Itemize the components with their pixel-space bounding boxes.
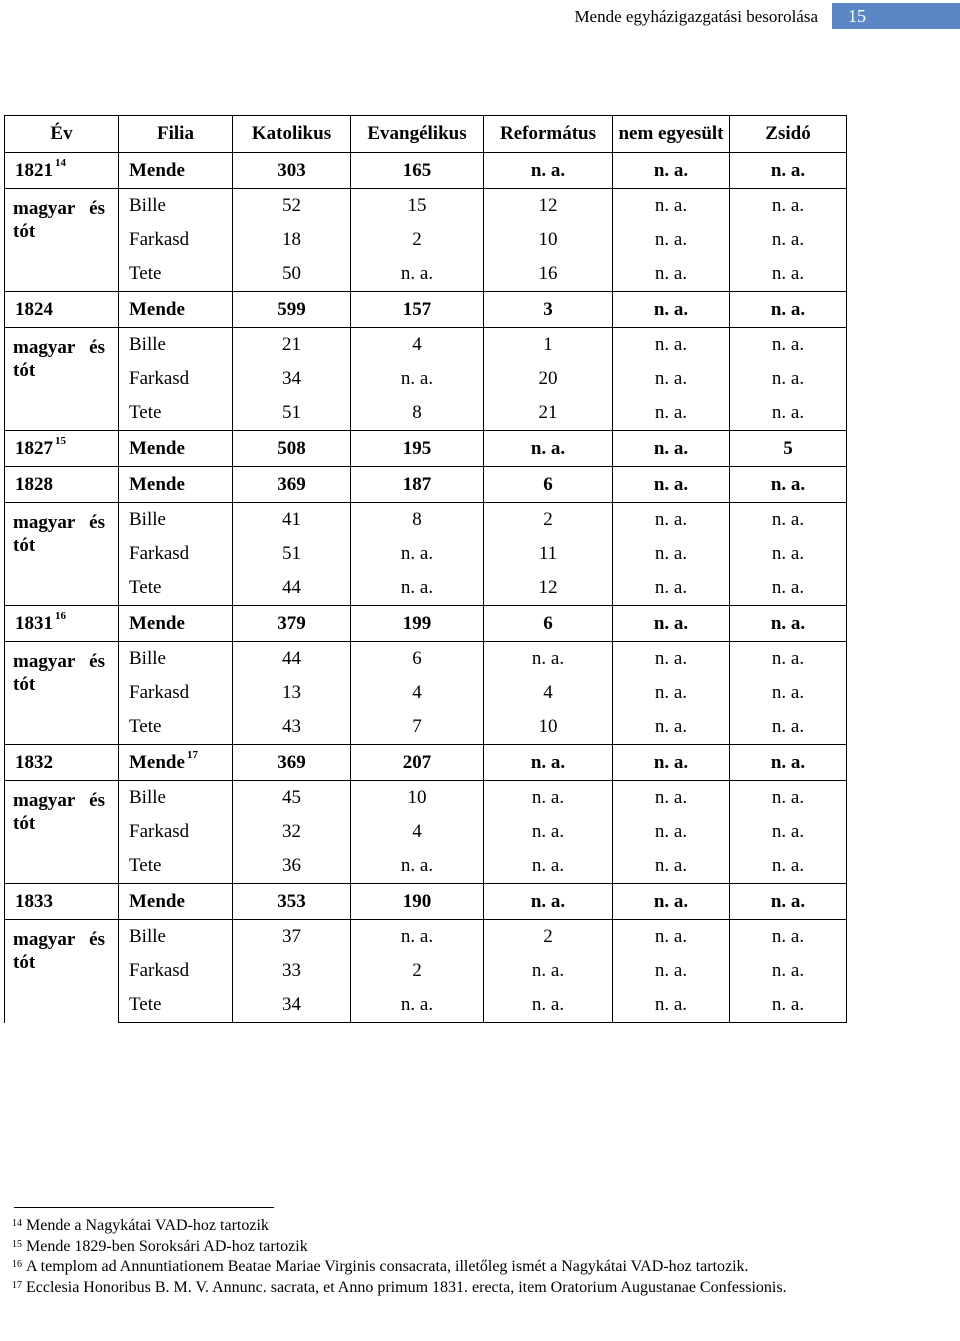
count-cell: 20 bbox=[484, 362, 613, 396]
count-cell: 52 bbox=[233, 189, 351, 224]
count-cell: 2 bbox=[351, 954, 484, 988]
group-label-cell bbox=[5, 189, 119, 292]
settlement-cell bbox=[119, 884, 233, 920]
count-cell: 4 bbox=[484, 676, 613, 710]
count-cell: n. a. bbox=[730, 745, 847, 781]
count-cell: n. a. bbox=[484, 431, 613, 467]
count-cell: n. a. bbox=[730, 884, 847, 920]
count-cell: n. a. bbox=[613, 884, 730, 920]
count-cell: n. a. bbox=[730, 292, 847, 328]
filia-name: Tete bbox=[119, 257, 233, 292]
group-label: tót bbox=[13, 221, 36, 242]
count-cell: 33 bbox=[233, 954, 351, 988]
count-cell: n. a. bbox=[613, 745, 730, 781]
group-label-cell bbox=[5, 920, 119, 1023]
year-cell bbox=[5, 606, 119, 642]
column-header: Református bbox=[484, 116, 613, 153]
footnote-text: Ecclesia Honoribus B. M. V. Annunc. sacrata, et Anno primum 1831. erecta, item Oratorium Augustanae Confessionis. bbox=[26, 1278, 787, 1296]
count-cell: 43 bbox=[233, 710, 351, 745]
settlement-cell bbox=[119, 467, 233, 503]
column-header: nem egyesült bbox=[613, 116, 730, 153]
count-cell: n. a. bbox=[730, 781, 847, 816]
count-cell: n. a. bbox=[730, 328, 847, 363]
filia-name: Tete bbox=[119, 988, 233, 1023]
year-cell bbox=[5, 884, 119, 920]
count-cell: n. a. bbox=[351, 988, 484, 1023]
group-label-cell bbox=[5, 781, 119, 884]
count-cell: n. a. bbox=[351, 537, 484, 571]
count-cell: n. a. bbox=[613, 153, 730, 189]
count-cell: n. a. bbox=[613, 920, 730, 955]
census-table-body bbox=[5, 116, 847, 1023]
footnote-text: Mende a Nagykátai VAD-hoz tartozik bbox=[26, 1217, 269, 1234]
count-cell: 45 bbox=[233, 781, 351, 816]
running-title: Mende egyházigazgatási besorolása bbox=[574, 7, 818, 26]
filia-name: Farkasd bbox=[119, 815, 233, 849]
count-cell: n. a. bbox=[351, 571, 484, 606]
settlement-name: Mende bbox=[129, 751, 185, 773]
count-cell: n. a. bbox=[613, 537, 730, 571]
year-row bbox=[5, 153, 847, 189]
group-label: tót bbox=[13, 813, 36, 834]
page-header bbox=[0, 0, 960, 30]
count-cell: n. a. bbox=[730, 153, 847, 189]
count-cell: 190 bbox=[351, 884, 484, 920]
count-cell: n. a. bbox=[730, 954, 847, 988]
count-cell: 6 bbox=[484, 606, 613, 642]
group-label: tót bbox=[13, 952, 36, 973]
count-cell: n. a. bbox=[730, 710, 847, 745]
filia-name: Bille bbox=[119, 503, 233, 538]
footnote-ref: 15 bbox=[55, 434, 66, 447]
filia-row bbox=[5, 189, 847, 224]
count-cell: n. a. bbox=[351, 257, 484, 292]
settlement-name: Mende bbox=[129, 890, 185, 912]
count-cell: n. a. bbox=[730, 988, 847, 1023]
settlement-cell bbox=[119, 606, 233, 642]
footnote-number: 14 bbox=[12, 1218, 22, 1229]
year-label: 1831 bbox=[15, 612, 53, 634]
footnote-number: 16 bbox=[12, 1259, 22, 1270]
count-cell: 15 bbox=[351, 189, 484, 224]
count-cell: 10 bbox=[484, 223, 613, 257]
count-cell: 21 bbox=[484, 396, 613, 431]
filia-name: Bille bbox=[119, 781, 233, 816]
settlement-cell bbox=[119, 292, 233, 328]
count-cell: n. a. bbox=[730, 362, 847, 396]
count-cell: 21 bbox=[233, 328, 351, 363]
count-cell: 7 bbox=[351, 710, 484, 745]
group-label: magyar és bbox=[13, 198, 105, 219]
count-cell: 13 bbox=[233, 676, 351, 710]
group-label-cell bbox=[5, 642, 119, 745]
filia-row bbox=[5, 328, 847, 363]
count-cell: n. a. bbox=[484, 745, 613, 781]
count-cell: 369 bbox=[233, 467, 351, 503]
filia-row bbox=[5, 849, 847, 884]
count-cell: n. a. bbox=[613, 954, 730, 988]
year-label: 1824 bbox=[15, 298, 53, 320]
count-cell: n. a. bbox=[613, 606, 730, 642]
column-header: Katolikus bbox=[233, 116, 351, 153]
year-cell bbox=[5, 467, 119, 503]
filia-row bbox=[5, 954, 847, 988]
count-cell: 6 bbox=[351, 642, 484, 677]
filia-row bbox=[5, 988, 847, 1023]
count-cell: 2 bbox=[484, 920, 613, 955]
footnote-text: Mende 1829-ben Soroksári AD-hoz tartozik bbox=[26, 1237, 308, 1255]
count-cell: n. a. bbox=[613, 189, 730, 224]
count-cell: 18 bbox=[233, 223, 351, 257]
filia-name: Farkasd bbox=[119, 954, 233, 988]
filia-name: Bille bbox=[119, 920, 233, 955]
count-cell: n. a. bbox=[613, 257, 730, 292]
count-cell: n. a. bbox=[730, 503, 847, 538]
footnote-ref: 17 bbox=[186, 748, 198, 761]
count-cell: 4 bbox=[351, 815, 484, 849]
count-cell: n. a. bbox=[730, 849, 847, 884]
group-label: magyar és bbox=[13, 651, 105, 672]
filia-name: Farkasd bbox=[119, 362, 233, 396]
filia-name: Farkasd bbox=[119, 223, 233, 257]
count-cell: 508 bbox=[233, 431, 351, 467]
count-cell: n. a. bbox=[351, 920, 484, 955]
column-header: Zsidó bbox=[730, 116, 847, 153]
table-header-row bbox=[5, 116, 847, 153]
group-label: magyar és bbox=[13, 512, 105, 533]
filia-row bbox=[5, 571, 847, 606]
year-row bbox=[5, 292, 847, 328]
filia-name: Tete bbox=[119, 710, 233, 745]
count-cell: n. a. bbox=[730, 257, 847, 292]
column-header: Evangélikus bbox=[351, 116, 484, 153]
settlement-cell bbox=[119, 431, 233, 467]
year-row bbox=[5, 606, 847, 642]
count-cell: n. a. bbox=[484, 954, 613, 988]
count-cell: n. a. bbox=[613, 223, 730, 257]
year-cell bbox=[5, 745, 119, 781]
count-cell: n. a. bbox=[613, 988, 730, 1023]
count-cell: 2 bbox=[484, 503, 613, 538]
count-cell: n. a. bbox=[613, 781, 730, 816]
filia-name: Farkasd bbox=[119, 537, 233, 571]
count-cell: n. a. bbox=[730, 920, 847, 955]
count-cell: 51 bbox=[233, 396, 351, 431]
count-cell: 11 bbox=[484, 537, 613, 571]
filia-name: Bille bbox=[119, 642, 233, 677]
count-cell: n. a. bbox=[613, 815, 730, 849]
footnote bbox=[12, 1237, 834, 1258]
count-cell: 157 bbox=[351, 292, 484, 328]
count-cell: n. a. bbox=[351, 849, 484, 884]
count-cell: n. a. bbox=[613, 710, 730, 745]
settlement-name: Mende bbox=[129, 473, 185, 495]
group-label-cell bbox=[5, 328, 119, 431]
count-cell: 165 bbox=[351, 153, 484, 189]
count-cell: 379 bbox=[233, 606, 351, 642]
count-cell: n. a. bbox=[613, 328, 730, 363]
group-label: tót bbox=[13, 535, 36, 556]
filia-row bbox=[5, 642, 847, 677]
footnote-ref: 14 bbox=[55, 156, 66, 169]
count-cell: 34 bbox=[233, 988, 351, 1023]
group-label: magyar és bbox=[13, 337, 105, 358]
count-cell: 8 bbox=[351, 503, 484, 538]
count-cell: n. a. bbox=[730, 189, 847, 224]
census-table bbox=[4, 115, 847, 1023]
settlement-cell bbox=[119, 153, 233, 189]
year-row bbox=[5, 884, 847, 920]
year-cell bbox=[5, 431, 119, 467]
year-label: 1833 bbox=[15, 890, 53, 912]
count-cell: n. a. bbox=[484, 815, 613, 849]
group-label: tót bbox=[13, 360, 36, 381]
filia-row bbox=[5, 537, 847, 571]
footnote bbox=[12, 1257, 834, 1278]
group-label: tót bbox=[13, 674, 36, 695]
count-cell: n. a. bbox=[484, 884, 613, 920]
filia-name: Tete bbox=[119, 571, 233, 606]
count-cell: 44 bbox=[233, 571, 351, 606]
count-cell: 4 bbox=[351, 676, 484, 710]
count-cell: 32 bbox=[233, 815, 351, 849]
count-cell: n. a. bbox=[351, 362, 484, 396]
footnote-text: A templom ad Annuntiationem Beatae Mariae Virginis consacrata, illetőleg ismét a Nagykátai VAD-hoz tartozik. bbox=[26, 1258, 749, 1275]
footnote-number: 17 bbox=[12, 1279, 22, 1291]
filia-row bbox=[5, 781, 847, 816]
count-cell: n. a. bbox=[613, 849, 730, 884]
year-row bbox=[5, 745, 847, 781]
count-cell: n. a. bbox=[484, 153, 613, 189]
count-cell: n. a. bbox=[484, 781, 613, 816]
settlement-cell bbox=[119, 745, 233, 781]
year-cell bbox=[5, 292, 119, 328]
footnote-ref: 16 bbox=[55, 609, 66, 622]
count-cell: n. a. bbox=[613, 431, 730, 467]
year-label: 1827 bbox=[15, 437, 53, 459]
year-row bbox=[5, 431, 847, 467]
count-cell: 41 bbox=[233, 503, 351, 538]
group-label: magyar és bbox=[13, 790, 105, 811]
count-cell: n. a. bbox=[730, 537, 847, 571]
footnote-number: 15 bbox=[12, 1238, 22, 1250]
filia-row bbox=[5, 257, 847, 292]
year-row bbox=[5, 467, 847, 503]
count-cell: 599 bbox=[233, 292, 351, 328]
count-cell: 12 bbox=[484, 571, 613, 606]
filia-row bbox=[5, 396, 847, 431]
group-label-cell bbox=[5, 503, 119, 606]
count-cell: 195 bbox=[351, 431, 484, 467]
filia-row bbox=[5, 503, 847, 538]
year-label: 1828 bbox=[15, 473, 53, 495]
count-cell: 199 bbox=[351, 606, 484, 642]
count-cell: n. a. bbox=[613, 362, 730, 396]
footnote bbox=[12, 1216, 834, 1237]
count-cell: n. a. bbox=[484, 988, 613, 1023]
count-cell: 36 bbox=[233, 849, 351, 884]
count-cell: 5 bbox=[730, 431, 847, 467]
filia-row bbox=[5, 223, 847, 257]
count-cell: 3 bbox=[484, 292, 613, 328]
count-cell: 6 bbox=[484, 467, 613, 503]
count-cell: 10 bbox=[484, 710, 613, 745]
year-cell bbox=[5, 153, 119, 189]
count-cell: 10 bbox=[351, 781, 484, 816]
count-cell: 353 bbox=[233, 884, 351, 920]
count-cell: n. a. bbox=[730, 606, 847, 642]
count-cell: 303 bbox=[233, 153, 351, 189]
footnote-separator bbox=[14, 1207, 274, 1208]
count-cell: n. a. bbox=[613, 292, 730, 328]
group-label: magyar és bbox=[13, 929, 105, 950]
filia-name: Tete bbox=[119, 396, 233, 431]
filia-name: Farkasd bbox=[119, 676, 233, 710]
filia-row bbox=[5, 815, 847, 849]
settlement-name: Mende bbox=[129, 612, 185, 634]
count-cell: n. a. bbox=[730, 396, 847, 431]
count-cell: n. a. bbox=[730, 223, 847, 257]
filia-name: Tete bbox=[119, 849, 233, 884]
count-cell: n. a. bbox=[730, 815, 847, 849]
count-cell: 51 bbox=[233, 537, 351, 571]
count-cell: n. a. bbox=[484, 642, 613, 677]
page-number-badge bbox=[832, 3, 960, 29]
count-cell: 1 bbox=[484, 328, 613, 363]
count-cell: 207 bbox=[351, 745, 484, 781]
count-cell: 44 bbox=[233, 642, 351, 677]
column-header: Filia bbox=[119, 116, 233, 153]
filia-row bbox=[5, 710, 847, 745]
count-cell: n. a. bbox=[613, 642, 730, 677]
count-cell: n. a. bbox=[730, 676, 847, 710]
year-label: 1832 bbox=[15, 751, 53, 773]
year-label: 1821 bbox=[15, 159, 53, 181]
page-number: 15 bbox=[848, 6, 866, 26]
count-cell: 8 bbox=[351, 396, 484, 431]
count-cell: 12 bbox=[484, 189, 613, 224]
footnotes bbox=[12, 1216, 834, 1298]
count-cell: n. a. bbox=[613, 676, 730, 710]
filia-row bbox=[5, 676, 847, 710]
settlement-name: Mende bbox=[129, 298, 185, 320]
settlement-name: Mende bbox=[129, 159, 185, 181]
count-cell: 34 bbox=[233, 362, 351, 396]
count-cell: n. a. bbox=[730, 642, 847, 677]
count-cell: n. a. bbox=[613, 467, 730, 503]
count-cell: n. a. bbox=[613, 503, 730, 538]
count-cell: n. a. bbox=[730, 467, 847, 503]
column-header: Év bbox=[5, 116, 119, 153]
filia-row bbox=[5, 920, 847, 955]
count-cell: n. a. bbox=[613, 571, 730, 606]
count-cell: n. a. bbox=[613, 396, 730, 431]
count-cell: 369 bbox=[233, 745, 351, 781]
count-cell: 4 bbox=[351, 328, 484, 363]
count-cell: 50 bbox=[233, 257, 351, 292]
filia-name: Bille bbox=[119, 189, 233, 224]
filia-name: Bille bbox=[119, 328, 233, 363]
count-cell: 37 bbox=[233, 920, 351, 955]
count-cell: 2 bbox=[351, 223, 484, 257]
footnote bbox=[12, 1278, 834, 1299]
count-cell: n. a. bbox=[730, 571, 847, 606]
count-cell: 16 bbox=[484, 257, 613, 292]
count-cell: 187 bbox=[351, 467, 484, 503]
filia-row bbox=[5, 362, 847, 396]
settlement-name: Mende bbox=[129, 437, 185, 459]
count-cell: n. a. bbox=[484, 849, 613, 884]
